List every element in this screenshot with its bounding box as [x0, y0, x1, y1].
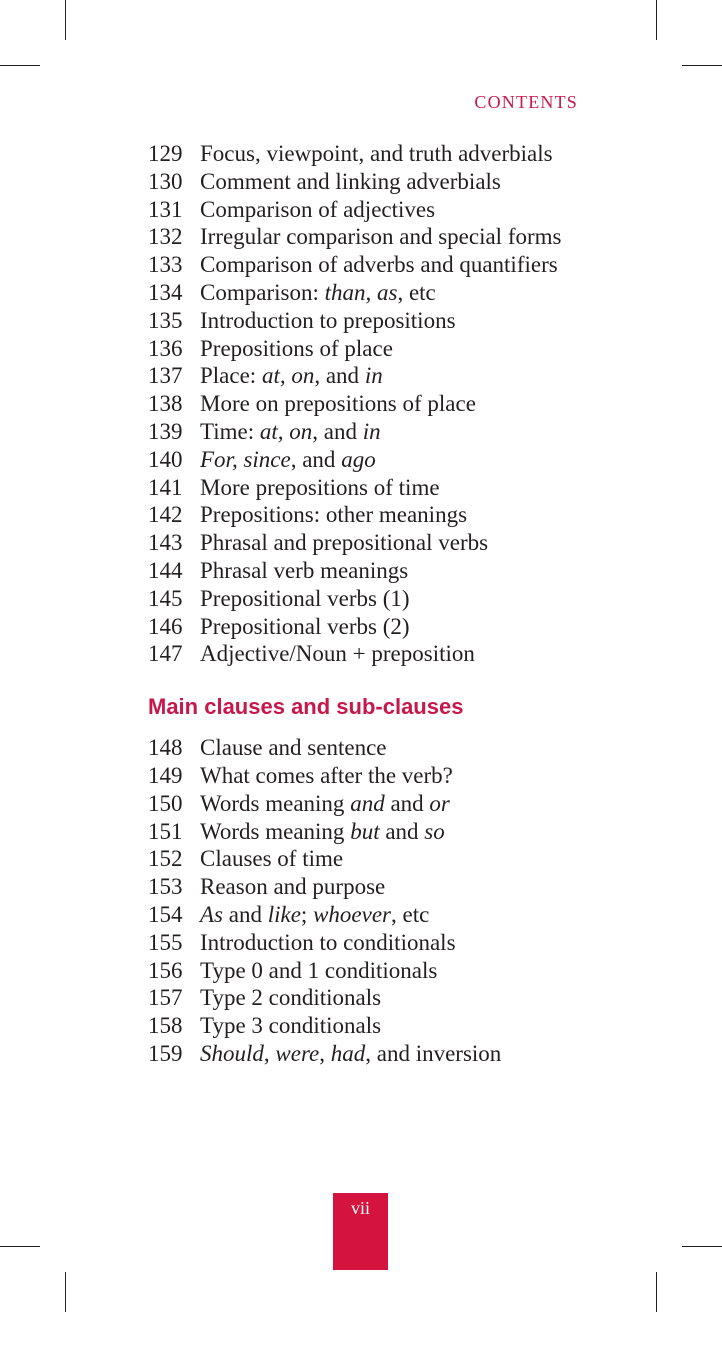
toc-entry	[148, 474, 588, 502]
entry-number: 130	[148, 168, 183, 194]
crop-mark	[656, 1272, 657, 1312]
entry-title	[200, 140, 588, 168]
italic-text: at, on	[261, 363, 315, 389]
toc-entry	[148, 613, 588, 641]
toc-entry	[148, 223, 588, 251]
entry-number: 147	[148, 641, 183, 667]
text-run: Time:	[200, 418, 260, 444]
italic-text: ago	[341, 446, 376, 472]
text-run: Clause and sentence	[200, 735, 387, 761]
entry-title	[200, 845, 588, 873]
entry-number: 137	[148, 363, 183, 389]
toc-entry	[148, 762, 588, 790]
entry-number: 129	[148, 141, 183, 166]
entry-number: 142	[148, 502, 183, 528]
entry-title	[200, 901, 588, 929]
text-run: Focus, viewpoint, and truth adverbials	[200, 141, 553, 166]
entry-number: 145	[148, 585, 183, 611]
entry-number: 156	[148, 957, 183, 983]
entry-title	[200, 335, 588, 363]
toc-entry	[148, 790, 588, 818]
entry-number: 135	[148, 307, 183, 333]
italic-text: in	[362, 418, 381, 444]
text-run: Comparison:	[200, 279, 325, 305]
toc-entry	[148, 446, 588, 474]
entry-title	[200, 223, 588, 251]
entry-number: 144	[148, 557, 183, 583]
entry-title	[200, 790, 588, 818]
crop-mark	[65, 0, 66, 40]
entry-number: 133	[148, 252, 183, 278]
entry-title	[200, 557, 588, 585]
entry-title	[200, 734, 588, 762]
text-run: , etc	[397, 279, 436, 305]
text-run: Adjective/Noun + preposition	[200, 641, 475, 667]
entry-number: 140	[148, 446, 183, 472]
entry-title	[200, 279, 588, 307]
text-run: , and	[312, 418, 363, 444]
text-run: Prepositions: other meanings	[200, 502, 468, 528]
italic-text: in	[364, 363, 383, 389]
entry-number: 141	[148, 474, 183, 500]
entry-title	[200, 1012, 588, 1040]
italic-text: were	[275, 1040, 320, 1066]
entry-title	[200, 446, 588, 474]
entry-title	[200, 1040, 588, 1068]
entry-title	[200, 474, 588, 502]
entry-title	[200, 640, 588, 668]
entry-number: 155	[148, 929, 183, 955]
section-heading: Main clauses and sub-clauses	[148, 694, 464, 720]
entry-title	[200, 251, 588, 279]
entry-number: 143	[148, 530, 183, 556]
toc-entry	[148, 307, 588, 335]
toc-entry	[148, 873, 588, 901]
text-run: ;	[300, 901, 314, 927]
entry-title	[200, 501, 588, 529]
text-run: Comparison of adjectives	[200, 196, 436, 222]
text-run: , and	[314, 363, 365, 389]
entry-title	[200, 957, 588, 985]
toc-entry	[148, 845, 588, 873]
italic-text: Should	[200, 1040, 264, 1066]
text-run: Phrasal verb meanings	[200, 557, 409, 583]
text-run: ,	[319, 1040, 331, 1066]
text-run: Words meaning	[200, 790, 351, 816]
entry-title	[200, 196, 588, 224]
entry-title	[200, 418, 588, 446]
toc-entry	[148, 957, 588, 985]
entry-title	[200, 613, 588, 641]
crop-mark	[65, 1272, 66, 1312]
text-run: Reason and purpose	[200, 874, 386, 900]
entry-title	[200, 307, 588, 335]
toc-entry	[148, 1040, 588, 1068]
toc-entry	[148, 168, 588, 196]
toc-entry	[148, 734, 588, 762]
text-run: More prepositions of time	[200, 474, 440, 500]
text-run: and	[384, 790, 430, 816]
italic-text: at, on	[259, 418, 313, 444]
italic-text: or	[429, 790, 450, 816]
italic-text: As	[200, 901, 223, 927]
toc-entry	[148, 390, 588, 418]
text-run: , and	[290, 446, 342, 472]
toc-entry	[148, 640, 588, 668]
toc-entry	[148, 984, 588, 1012]
entry-number: 150	[148, 790, 183, 816]
entry-title	[200, 168, 588, 196]
text-run: Phrasal and prepositional verbs	[200, 530, 489, 556]
entry-title	[200, 362, 588, 390]
text-run: Introduction to conditionals	[200, 929, 456, 955]
running-head: CONTENTS	[474, 92, 578, 112]
toc-entry	[148, 529, 588, 557]
page-number: vii	[333, 1193, 388, 1270]
entry-title	[200, 762, 588, 790]
italic-text: like	[267, 901, 301, 927]
crop-mark	[0, 1246, 40, 1247]
text-run: Comment and linking adverbials	[200, 168, 501, 194]
entry-number: 153	[148, 874, 183, 900]
text-run: and	[223, 901, 268, 927]
text-run: Comparison of adverbs and quantifiers	[200, 252, 558, 278]
entry-number: 148	[148, 735, 183, 761]
table-of-contents	[148, 140, 588, 1068]
text-run: Type 2 conditionals	[200, 985, 382, 1011]
entry-title	[200, 818, 588, 846]
text-run: ,	[263, 1040, 276, 1066]
entry-number: 158	[148, 1013, 183, 1039]
italic-text: had	[330, 1040, 366, 1066]
entry-number: 152	[148, 846, 183, 872]
crop-mark	[0, 65, 40, 66]
text-run: Type 0 and 1 conditionals	[200, 957, 438, 983]
entry-number: 139	[148, 418, 183, 444]
crop-mark	[682, 65, 722, 66]
toc-entry	[148, 251, 588, 279]
crop-mark	[682, 1246, 722, 1247]
toc-entry	[148, 196, 588, 224]
italic-text: so	[424, 818, 445, 844]
entry-number: 149	[148, 762, 183, 788]
entry-number: 134	[148, 279, 183, 305]
toc-entry	[148, 1012, 588, 1040]
text-run: Introduction to prepositions	[200, 307, 456, 333]
entry-number: 154	[148, 901, 183, 927]
entry-number: 151	[148, 818, 183, 844]
text-run: Clauses of time	[200, 846, 344, 872]
text-run: Words meaning	[200, 818, 351, 844]
text-run: Type 3 conditionals	[200, 1013, 382, 1039]
entry-number: 138	[148, 391, 183, 417]
crop-mark	[656, 0, 657, 40]
text-run: Irregular comparison and special forms	[200, 224, 562, 250]
entry-title	[200, 873, 588, 901]
toc-entry	[148, 501, 588, 529]
italic-text: than, as	[324, 279, 398, 305]
entry-title	[200, 390, 588, 418]
entry-title	[200, 529, 588, 557]
entry-number: 132	[148, 224, 183, 250]
text-run: More on prepositions of place	[200, 391, 476, 417]
toc-entry	[148, 335, 588, 363]
text-run: Prepositional verbs (2)	[200, 613, 410, 639]
entry-number: 146	[148, 613, 183, 639]
entry-number: 131	[148, 196, 183, 222]
italic-text: and	[350, 790, 385, 816]
toc-entry	[148, 418, 588, 446]
entry-number: 136	[148, 335, 183, 361]
text-run: Prepositions of place	[200, 335, 393, 361]
entry-title	[200, 585, 588, 613]
toc-entry	[148, 140, 588, 168]
text-run: Place:	[200, 363, 262, 389]
toc-list	[148, 734, 588, 1068]
toc-entry	[148, 279, 588, 307]
toc-entry	[148, 929, 588, 957]
italic-text: but	[350, 818, 380, 844]
entry-number: 157	[148, 985, 183, 1011]
entry-title	[200, 929, 588, 957]
text-run: , and inversion	[365, 1040, 502, 1066]
toc-entry	[148, 901, 588, 929]
text-run: and	[379, 818, 425, 844]
toc-entry	[148, 818, 588, 846]
toc-entry	[148, 585, 588, 613]
italic-text: whoever	[313, 901, 391, 927]
toc-entry	[148, 362, 588, 390]
text-run: What comes after the verb?	[200, 762, 453, 788]
toc-entry	[148, 557, 588, 585]
text-run: , etc	[390, 901, 430, 927]
entry-title	[200, 984, 588, 1012]
toc-list	[148, 140, 588, 668]
text-run: Prepositional verbs (1)	[200, 585, 410, 611]
italic-text: For, since	[200, 446, 291, 472]
entry-number: 159	[148, 1040, 183, 1066]
